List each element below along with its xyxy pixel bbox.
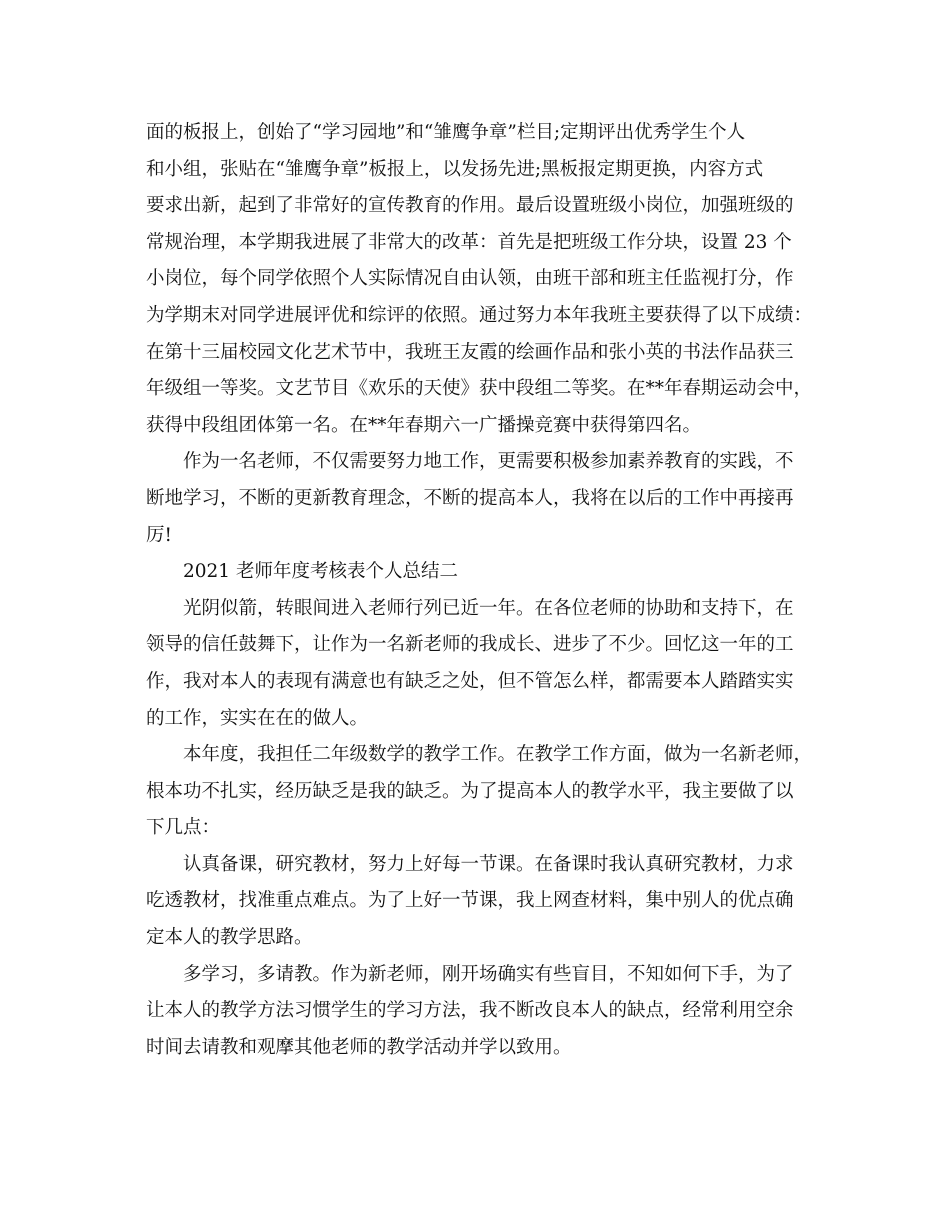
text-line: 下几点： <box>146 817 221 839</box>
text-line: 领导的信任鼓舞下，让作为一名新老师的我成长、进步了不少。回忆这一年的工 <box>146 634 794 656</box>
text-line: 时间去请教和观摩其他老师的教学活动并学以致用。 <box>146 1036 572 1058</box>
text-line: 年级组一等奖。文艺节目《欢乐的天使》获中段组二等奖。在**年春期运动会中， <box>146 378 813 400</box>
text-line: 定本人的教学思路。 <box>146 927 313 949</box>
text-line: 在第十三届校园文化艺术节中，我班王友霞的绘画作品和张小英的书法作品获三 <box>146 341 794 363</box>
text-line: 让本人的教学方法习惯学生的学习方法，我不断改良本人的缺点，经常利用空余 <box>146 1000 794 1022</box>
paragraph-start-line: 多学习，多请教。作为新老师，刚开场确实有些盲目，不知如何下手，为了 <box>183 963 794 985</box>
text-line: 获得中段组团体第一名。在**年春期六一广播操竞赛中获得第四名。 <box>146 414 702 436</box>
text-line: 吃透教材，找准重点难点。为了上好一节课，我上网查材料，集中别人的优点确 <box>146 890 794 912</box>
paragraph-start-line: 2021 老师年度考核表个人总结二 <box>183 561 458 583</box>
text-line: 小岗位，每个同学依照个人实际情况自由认领，由班干部和班主任监视打分，作 <box>146 268 794 290</box>
paragraph-start-line: 作为一名老师，不仅需要努力地工作，更需要积极参加素养教育的实践，不 <box>183 451 794 473</box>
text-line: 作，我对本人的表现有满意也有缺乏之处，但不管怎么样，都需要本人踏踏实实 <box>146 670 794 692</box>
text-line: 为学期末对同学进展评优和综评的依照。通过努力本年我班主要获得了以下成绩： <box>146 304 813 326</box>
document-body <box>146 115 816 1066</box>
paragraph-start-line: 认真备课，研究教材，努力上好每一节课。在备课时我认真研究教材，力求 <box>183 853 794 875</box>
text-line: 厉! <box>146 524 172 546</box>
text-line: 的工作，实实在在的做人。 <box>146 707 369 729</box>
text-line: 根本功不扎实，经历缺乏是我的缺乏。为了提高本人的教学水平，我主要做了以 <box>146 780 794 802</box>
text-line: 断地学习，不断的更新教育理念，不断的提高本人，我将在以后的工作中再接再 <box>146 487 794 509</box>
text-line: 和小组，张贴在“雏鹰争章”板报上，以发扬先进;黑板报定期更换，内容方式 <box>146 158 764 180</box>
text-line: 要求出新，起到了非常好的宣传教育的作用。最后设置班级小岗位，加强班级的 <box>146 195 794 217</box>
text-line: 面的板报上，创始了“学习园地”和“雏鹰争章”栏目;定期评出优秀学生个人 <box>146 122 746 143</box>
text-line: 常规治理，本学期我进展了非常大的改革：首先是把班级工作分块，设置 23 个 <box>146 231 792 253</box>
paragraph-start-line: 本年度，我担任二年级数学的教学工作。在教学工作方面，做为一名新老师， <box>183 744 813 766</box>
paragraph-start-line: 光阴似箭，转眼间进入老师行列已近一年。在各位老师的协助和支持下，在 <box>183 597 794 619</box>
